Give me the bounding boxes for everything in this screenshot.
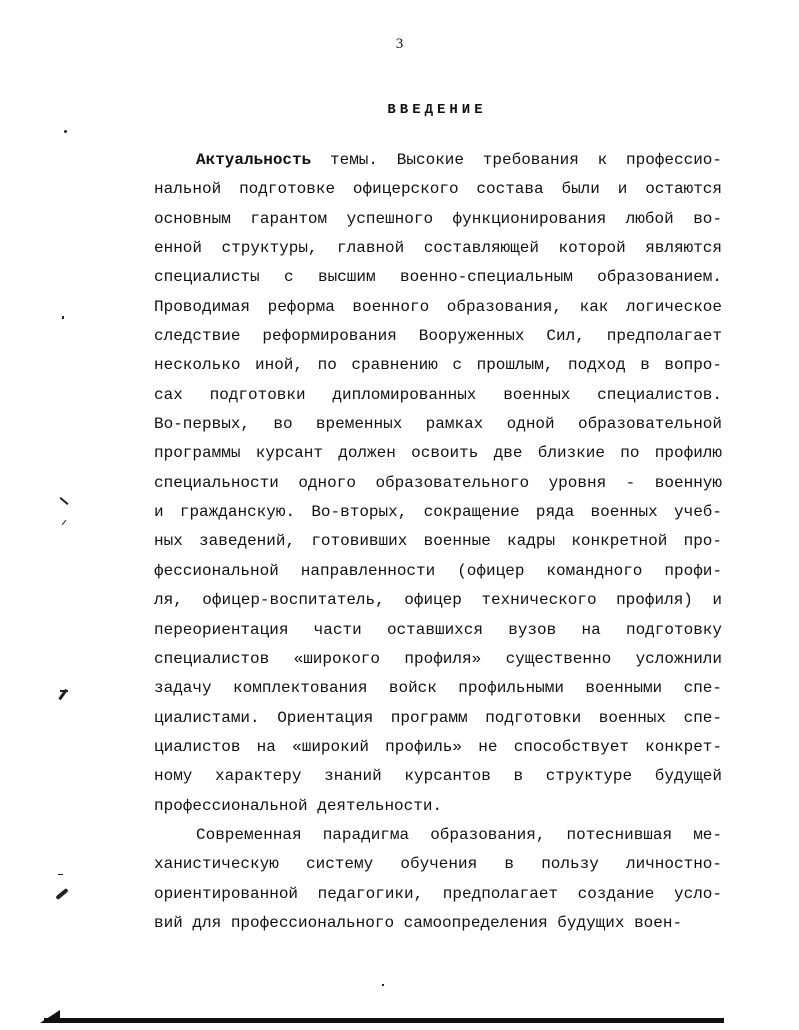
lead-word: Актуальность [196,151,312,169]
text-line: ханистическую систему обучения в пользу личностно- [154,855,722,874]
scan-mark [60,690,68,692]
text-line: следствие реформирования Вооруженных Сил, предполагает [154,327,722,346]
paragraph-1 [154,175,722,821]
page-number: 3 [395,36,404,52]
text-line: программы курсант должен освоить две близкие по профилю [154,444,722,463]
scan-speck [382,984,384,986]
text-line: основным гарантом успешного функционирования любой во- [154,209,722,228]
section-heading: ВВЕДЕНИЕ [387,102,487,118]
text-line: специалистов «широкого профиля» существенно усложнили [154,649,722,668]
text-line: специалисты с высшим военно-специальным образованием. [154,268,722,287]
text-line: нальной подготовке офицерского состава были и остаются [154,180,722,199]
text-line: профессиональной деятельности. [154,796,443,815]
scan-speck [62,316,64,319]
bottom-rule [44,1018,724,1023]
scan-speck [64,130,67,133]
text-line: циалистов на «широкий профиль» не способствует конкрет- [154,737,722,756]
scan-speck [58,874,63,875]
first-line-rest: темы. Высокие требования к профессио- [311,151,722,169]
text-line: несколько иной, по сравнению с прошлым, подход в вопро- [154,356,722,375]
text-line: сах подготовки дипломированных военных специалистов. [154,385,722,404]
body-text [154,146,722,938]
text-line: и гражданскую. Во-вторых, сокращение ряда военных учеб- [154,503,722,522]
text-line: вий для профессионального самоопределения будущих воен- [154,913,683,932]
text-line: задачу комплектования войск профильными военными спе- [154,679,722,698]
text-line: енной структуры, главной составляющей которой являются [154,239,722,258]
scan-mark [55,888,68,900]
text-line: переориентация части оставшихся вузов на подготовку [154,620,722,639]
text-line: специальности одного образовательного уровня - военную [154,473,722,492]
text-line: ориентированной педагогики, предполагает создание усло- [154,884,722,903]
scan-mark [60,497,69,505]
text-line: ных заведений, готовивших военные кадры конкретной про- [154,532,722,551]
scan-mark [62,520,67,525]
text-line: фессиональной направленности (офицер командного профи- [154,561,722,580]
paragraph-2 [154,821,722,938]
text-line: Во-первых, во временных рамках одной образовательной [154,415,722,434]
text-line: циалистами. Ориентация программ подготовки военных спе- [154,708,722,727]
text-line: ля, офицер-воспитатель, офицер технического профиля) и [154,591,722,610]
text-line: Проводимая реформа военного образования, как логическое [154,297,722,316]
paragraph-1-first-line [154,146,722,175]
text-line: Современная парадигма образования, потеснившая ме- [196,825,722,844]
text-line: ному характеру знаний курсантов в структуре будущей [154,767,722,786]
